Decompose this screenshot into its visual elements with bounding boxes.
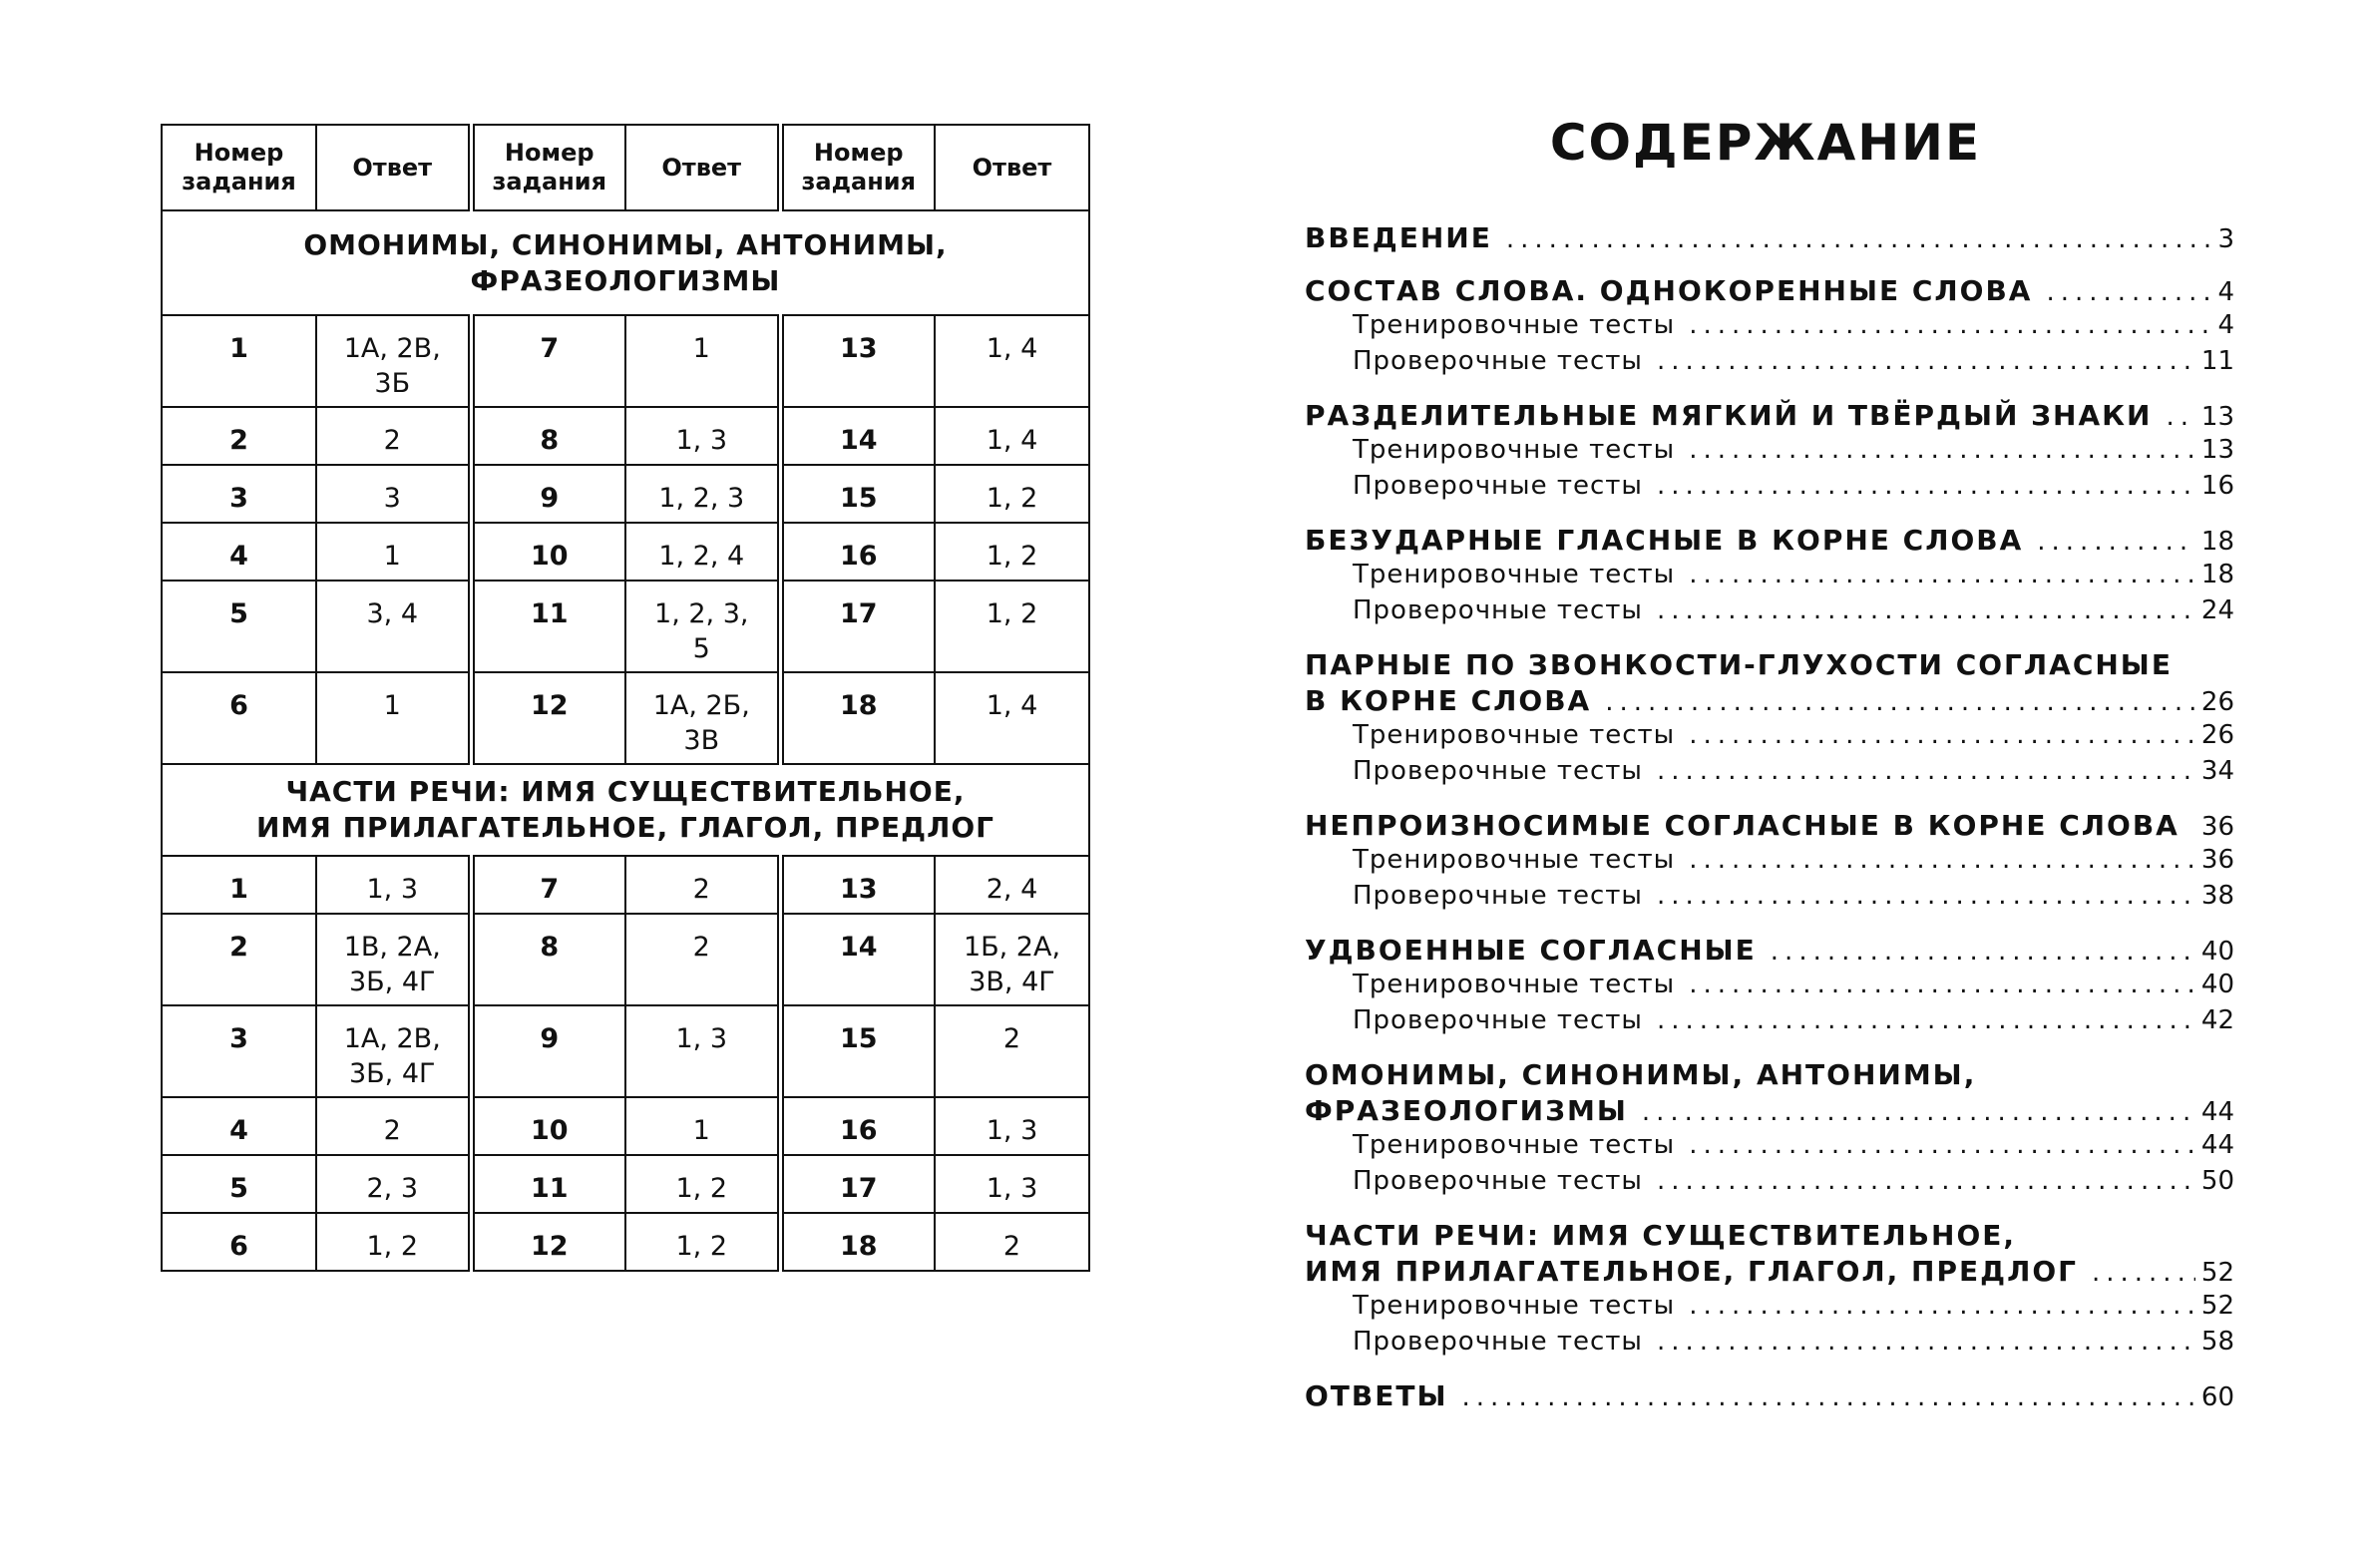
dot-leader — [1657, 756, 2195, 786]
toc-subentry — [1305, 310, 2234, 346]
answer-cell: 1, 2 — [316, 1213, 471, 1271]
toc-page-number: 4 — [2217, 310, 2234, 340]
task-number-cell: 9 — [471, 1005, 625, 1097]
task-number-cell: 1 — [162, 856, 316, 914]
answer-cell: 1, 2 — [625, 1213, 780, 1271]
dot-leader — [1657, 1005, 2195, 1035]
toc-heading: СОСТАВ СЛОВА. ОДНОКОРЕННЫЕ СЛОВА — [1305, 274, 2033, 307]
answer-cell: 1В, 2А, 3Б, 4Г — [316, 914, 471, 1005]
toc-heading-line — [1305, 684, 2234, 720]
task-number-cell: 11 — [471, 581, 625, 672]
dot-leader — [1689, 1291, 2195, 1321]
answer-cell: 2 — [625, 914, 780, 1005]
task-number-cell: 3 — [162, 465, 316, 523]
task-number-cell: 12 — [471, 672, 625, 764]
task-number-cell: 6 — [162, 672, 316, 764]
toc-section — [1305, 221, 2234, 257]
task-number-cell: 10 — [471, 523, 625, 581]
answer-cell: 1А, 2В, 3Б, 4Г — [316, 1005, 471, 1097]
answers-table-body — [162, 210, 1089, 1271]
table-row — [162, 407, 1089, 465]
task-number-cell: 4 — [162, 523, 316, 581]
toc-heading: РАЗДЕЛИТЕЛЬНЫЕ МЯГКИЙ И ТВЁРДЫЙ ЗНАКИ — [1305, 399, 2153, 432]
toc-subentry — [1305, 435, 2234, 471]
answer-cell: 3 — [316, 465, 471, 523]
task-number-cell: 16 — [780, 1097, 935, 1155]
answers-table — [161, 124, 1090, 1272]
task-number-cell: 1 — [162, 315, 316, 407]
table-row — [162, 1005, 1089, 1097]
toc-subentry — [1305, 970, 2234, 1005]
task-number-cell: 14 — [780, 407, 935, 465]
toc-subentry-label: Тренировочные тесты — [1353, 845, 1676, 875]
header-answer: Ответ — [625, 125, 780, 210]
dot-leader — [1605, 687, 2195, 717]
answer-cell: 1, 2, 4 — [625, 523, 780, 581]
dot-leader — [1689, 1130, 2195, 1160]
toc-page-number: 26 — [2200, 720, 2234, 750]
task-number-cell: 9 — [471, 465, 625, 523]
toc-subentry — [1305, 845, 2234, 881]
task-number-cell: 8 — [471, 407, 625, 465]
answer-cell: 1, 4 — [935, 672, 1089, 764]
toc-page-number: 44 — [2200, 1097, 2234, 1127]
dot-leader — [2166, 402, 2194, 432]
toc-section — [1305, 1219, 2234, 1363]
toc-heading-line — [1305, 934, 2234, 970]
answer-cell: 1, 3 — [625, 407, 780, 465]
toc-heading-line — [1305, 524, 2234, 560]
toc-section — [1305, 648, 2234, 792]
toc-subentry-label: Проверочные тесты — [1353, 471, 1643, 501]
toc-heading: ПАРНЫЕ ПО ЗВОНКОСТИ-ГЛУХОСТИ СОГЛАСНЫЕ — [1305, 648, 2173, 681]
toc-subentry-label: Тренировочные тесты — [1353, 1130, 1676, 1160]
task-number-cell: 7 — [471, 856, 625, 914]
header-task-number: Номер задания — [780, 125, 935, 210]
toc-page-number: 24 — [2200, 595, 2234, 625]
answer-cell: 2 — [316, 407, 471, 465]
toc-subentry — [1305, 1166, 2234, 1202]
toc-subentry-label: Проверочные тесты — [1353, 346, 1643, 376]
toc-subentry-label: Проверочные тесты — [1353, 756, 1643, 786]
answer-cell: 1, 2 — [625, 1155, 780, 1213]
toc-subentry — [1305, 1291, 2234, 1327]
dot-leader — [1689, 310, 2211, 340]
dot-leader — [1461, 1382, 2194, 1412]
toc-page-number: 36 — [2200, 845, 2234, 875]
dot-leader — [1689, 720, 2195, 750]
answer-cell: 1 — [316, 672, 471, 764]
dot-leader — [1657, 595, 2195, 625]
toc-page-number: 42 — [2200, 1005, 2234, 1035]
section-title-row — [162, 210, 1089, 315]
header-task-number: Номер задания — [162, 125, 316, 210]
table-row — [162, 581, 1089, 672]
task-number-cell: 17 — [780, 581, 935, 672]
toc-page-number: 50 — [2200, 1166, 2234, 1196]
table-row — [162, 1097, 1089, 1155]
toc-heading-line — [1305, 1379, 2234, 1415]
toc-page-number: 40 — [2200, 970, 2234, 999]
toc-subentry-label: Тренировочные тесты — [1353, 435, 1676, 465]
toc-page-number: 58 — [2200, 1327, 2234, 1357]
toc-heading: ВВЕДЕНИЕ — [1305, 221, 1492, 254]
task-number-cell: 12 — [471, 1213, 625, 1271]
toc-heading-line — [1305, 809, 2234, 845]
toc-page-number: 34 — [2200, 756, 2234, 786]
toc-subentry-label: Проверочные тесты — [1353, 1005, 1643, 1035]
toc-subentry-label: Проверочные тесты — [1353, 595, 1643, 625]
toc-title: СОДЕРЖАНИЕ — [1549, 114, 1982, 172]
answer-cell: 1Б, 2А, 3В, 4Г — [935, 914, 1089, 1005]
task-number-cell: 13 — [780, 315, 935, 407]
toc-subentry-label: Тренировочные тесты — [1353, 970, 1676, 999]
table-row — [162, 1213, 1089, 1271]
task-number-cell: 18 — [780, 672, 935, 764]
answer-cell: 1, 2 — [935, 581, 1089, 672]
toc-subentry-label: Проверочные тесты — [1353, 1166, 1643, 1196]
task-number-cell: 16 — [780, 523, 935, 581]
answer-cell: 1, 4 — [935, 315, 1089, 407]
toc-page-number: 16 — [2200, 471, 2234, 501]
table-row — [162, 856, 1089, 914]
task-number-cell: 4 — [162, 1097, 316, 1155]
answer-cell: 1, 3 — [935, 1155, 1089, 1213]
toc-heading: УДВОЕННЫЕ СОГЛАСНЫЕ — [1305, 934, 1757, 967]
toc-page-number: 52 — [2200, 1291, 2234, 1321]
answer-cell: 2 — [935, 1213, 1089, 1271]
toc-subentry — [1305, 1327, 2234, 1363]
task-number-cell: 13 — [780, 856, 935, 914]
header-task-number: Номер задания — [471, 125, 625, 210]
section-title: ОМОНИМЫ, СИНОНИМЫ, АНТОНИМЫ, ФРАЗЕОЛОГИЗМЫ — [162, 210, 1089, 315]
dot-leader — [1689, 845, 2195, 875]
toc-page-number: 44 — [2200, 1130, 2234, 1160]
toc-heading: ФРАЗЕОЛОГИЗМЫ — [1305, 1094, 1628, 1127]
task-number-cell: 6 — [162, 1213, 316, 1271]
task-number-cell: 5 — [162, 581, 316, 672]
answer-cell: 1, 3 — [935, 1097, 1089, 1155]
toc-section — [1305, 524, 2234, 631]
answer-cell: 2, 3 — [316, 1155, 471, 1213]
toc-heading: БЕЗУДАРНЫЕ ГЛАСНЫЕ В КОРНЕ СЛОВА — [1305, 524, 2024, 557]
task-number-cell: 15 — [780, 465, 935, 523]
toc-page-number: 4 — [2217, 277, 2234, 307]
dot-leader — [1689, 970, 2195, 999]
task-number-cell: 11 — [471, 1155, 625, 1213]
toc-heading: В КОРНЕ СЛОВА — [1305, 684, 1592, 717]
answer-cell: 1, 2, 3 — [625, 465, 780, 523]
answer-cell: 1А, 2Б, 3В — [625, 672, 780, 764]
answer-cell: 1, 2, 3, 5 — [625, 581, 780, 672]
toc-page-number: 11 — [2200, 346, 2234, 376]
table-of-contents — [1305, 221, 2234, 1432]
section-title-row — [162, 764, 1089, 856]
dot-leader — [2193, 812, 2195, 842]
table-row — [162, 465, 1089, 523]
task-number-cell: 17 — [780, 1155, 935, 1213]
table-row — [162, 1155, 1089, 1213]
toc-section — [1305, 934, 2234, 1041]
toc-heading: ОТВЕТЫ — [1305, 1379, 1448, 1412]
toc-heading-line — [1305, 221, 2234, 257]
toc-heading-line — [1305, 1094, 2234, 1130]
toc-subentry — [1305, 1130, 2234, 1166]
toc-subentry-label: Тренировочные тесты — [1353, 560, 1676, 589]
task-number-cell: 3 — [162, 1005, 316, 1097]
task-number-cell: 2 — [162, 914, 316, 1005]
task-number-cell: 18 — [780, 1213, 935, 1271]
toc-page-number: 38 — [2200, 881, 2234, 911]
dot-leader — [1689, 435, 2195, 465]
toc-page-number: 26 — [2200, 687, 2234, 717]
dot-leader — [1657, 471, 2195, 501]
answer-cell: 1А, 2В, 3Б — [316, 315, 471, 407]
table-row — [162, 315, 1089, 407]
answer-cell: 1, 2 — [935, 465, 1089, 523]
dot-leader — [1657, 1327, 2195, 1357]
task-number-cell: 5 — [162, 1155, 316, 1213]
toc-heading: ИМЯ ПРИЛАГАТЕЛЬНОЕ, ГЛАГОЛ, ПРЕДЛОГ — [1305, 1255, 2078, 1288]
toc-heading-line — [1305, 274, 2234, 310]
answer-cell: 1, 3 — [316, 856, 471, 914]
answer-cell: 1, 2 — [935, 523, 1089, 581]
toc-subentry-label: Проверочные тесты — [1353, 881, 1643, 911]
toc-subentry-label: Тренировочные тесты — [1353, 1291, 1676, 1321]
dot-leader — [2046, 277, 2211, 307]
section-title: ЧАСТИ РЕЧИ: ИМЯ СУЩЕСТВИТЕЛЬНОЕ, ИМЯ ПРИЛАГАТЕЛЬНОЕ, ГЛАГОЛ, ПРЕДЛОГ — [162, 764, 1089, 856]
toc-subentry-label: Проверочные тесты — [1353, 1327, 1643, 1357]
toc-heading: ЧАСТИ РЕЧИ: ИМЯ СУЩЕСТВИТЕЛЬНОЕ, — [1305, 1219, 2017, 1252]
answer-cell: 2 — [316, 1097, 471, 1155]
answer-cell: 1 — [625, 315, 780, 407]
toc-heading: ОМОНИМЫ, СИНОНИМЫ, АНТОНИМЫ, — [1305, 1058, 1977, 1091]
task-number-cell: 2 — [162, 407, 316, 465]
toc-subentry — [1305, 881, 2234, 917]
dot-leader — [1689, 560, 2195, 589]
toc-section — [1305, 809, 2234, 917]
header-answer: Ответ — [316, 125, 471, 210]
answer-cell: 1, 4 — [935, 407, 1089, 465]
toc-subentry — [1305, 346, 2234, 382]
toc-page-number: 36 — [2200, 812, 2234, 842]
toc-page-number: 40 — [2200, 937, 2234, 967]
dot-leader — [1506, 224, 2212, 254]
answer-cell: 1 — [625, 1097, 780, 1155]
answer-cell: 2 — [935, 1005, 1089, 1097]
toc-subentry-label: Тренировочные тесты — [1353, 720, 1676, 750]
toc-subentry — [1305, 560, 2234, 595]
toc-heading: НЕПРОИЗНОСИМЫЕ СОГЛАСНЫЕ В КОРНЕ СЛОВА — [1305, 809, 2180, 842]
dot-leader — [2037, 527, 2195, 557]
answer-cell: 2 — [625, 856, 780, 914]
toc-subentry — [1305, 1005, 2234, 1041]
toc-subentry-label: Тренировочные тесты — [1353, 310, 1676, 340]
toc-page-number: 52 — [2200, 1258, 2234, 1288]
toc-page-number: 18 — [2200, 527, 2234, 557]
toc-subentry — [1305, 720, 2234, 756]
toc-section — [1305, 399, 2234, 507]
table-row — [162, 523, 1089, 581]
toc-heading-line — [1305, 648, 2234, 684]
toc-page-number: 60 — [2200, 1382, 2234, 1412]
task-number-cell: 8 — [471, 914, 625, 1005]
answer-cell: 2, 4 — [935, 856, 1089, 914]
toc-heading-line — [1305, 399, 2234, 435]
dot-leader — [1657, 1166, 2195, 1196]
answer-cell: 1 — [316, 523, 471, 581]
answer-cell: 3, 4 — [316, 581, 471, 672]
dot-leader — [1771, 937, 2195, 967]
dot-leader — [2092, 1258, 2195, 1288]
toc-section — [1305, 274, 2234, 382]
answers-header-row — [162, 125, 1089, 210]
toc-heading-line — [1305, 1255, 2234, 1291]
header-answer: Ответ — [935, 125, 1089, 210]
toc-heading-line — [1305, 1219, 2234, 1255]
dot-leader — [1657, 346, 2195, 376]
toc-heading-line — [1305, 1058, 2234, 1094]
task-number-cell: 14 — [780, 914, 935, 1005]
toc-subentry — [1305, 595, 2234, 631]
dot-leader — [1657, 881, 2195, 911]
toc-section — [1305, 1058, 2234, 1202]
task-number-cell: 10 — [471, 1097, 625, 1155]
toc-subentry — [1305, 756, 2234, 792]
toc-page-number: 13 — [2200, 402, 2234, 432]
table-row — [162, 672, 1089, 764]
task-number-cell: 7 — [471, 315, 625, 407]
toc-subentry — [1305, 471, 2234, 507]
toc-page-number: 13 — [2200, 435, 2234, 465]
toc-page-number: 18 — [2200, 560, 2234, 589]
dot-leader — [1642, 1097, 2195, 1127]
toc-page-number: 3 — [2217, 224, 2234, 254]
answer-cell: 1, 3 — [625, 1005, 780, 1097]
toc-section — [1305, 1379, 2234, 1415]
task-number-cell: 15 — [780, 1005, 935, 1097]
table-row — [162, 914, 1089, 1005]
